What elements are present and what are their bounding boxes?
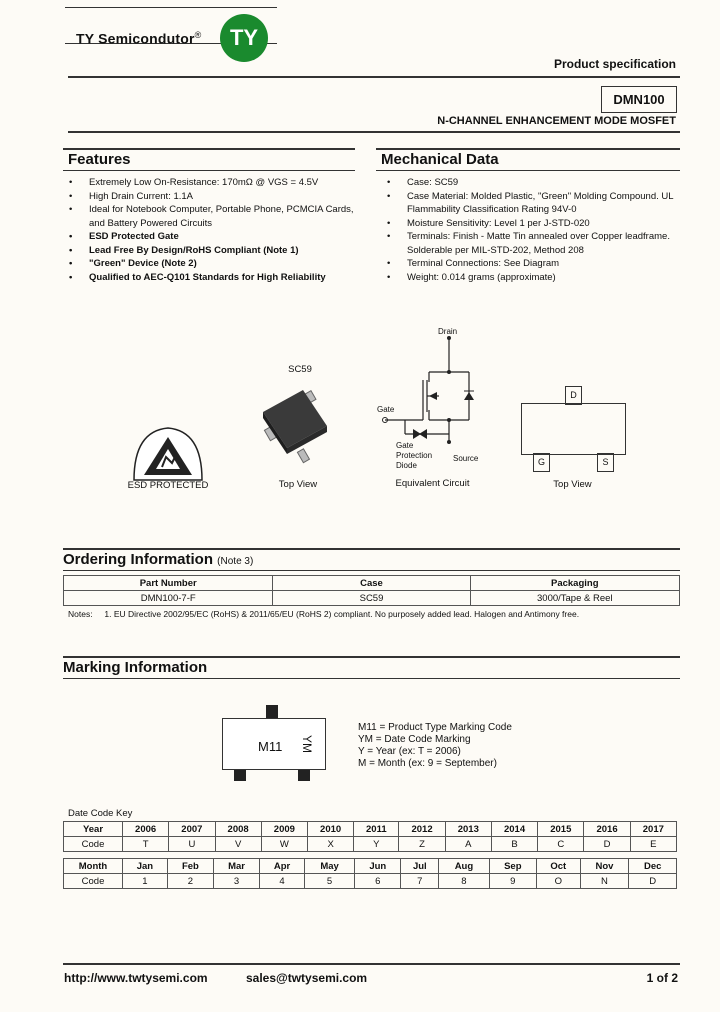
part-number: DMN100 [601,86,677,113]
pinout-caption: Top View [553,479,592,490]
month-code-table [63,858,677,889]
table-cell: Mar [213,859,259,874]
date-key-label: Date Code Key [68,808,133,819]
table-row [64,837,677,852]
table-cell: Jan [123,859,168,874]
table-cell: Jun [355,859,401,874]
table-row [64,822,677,837]
pin-g: G [533,453,550,472]
sc59-package-icon [255,378,335,468]
table-cell: C [538,837,584,852]
list-item: • Ideal for Notebook Computer, Portable Phone, PCMCIA Cards, and Battery Powered Circuits [67,203,357,230]
table-row [64,874,677,889]
table-cell: 3 [213,874,259,889]
chip-date-code: YM [300,735,314,753]
table-cell: 2015 [538,822,584,837]
list-item: • Lead Free By Design/RoHS Compliant (Note 1) [67,244,357,258]
ordering-table [63,575,680,606]
circuit-caption: Equivalent Circuit [395,478,470,489]
mechanical-title: Mechanical Data [381,151,499,168]
marking-title: Marking Information [63,659,208,676]
mechanical-list [385,176,680,284]
page-subtitle: N-CHANNEL ENHANCEMENT MODE MOSFET [437,115,676,127]
table-cell: 2010 [308,822,354,837]
table-cell: 1 [123,874,168,889]
table-cell: Month [64,859,123,874]
table-cell: 2016 [584,822,630,837]
brand-name: TY Semicondutor® [76,30,202,47]
table-cell: Y [354,837,399,852]
table-cell: 2017 [630,822,676,837]
table-cell: 2014 [491,822,537,837]
gate-protection-label: Gate Protection Diode [396,441,433,470]
table-cell: E [630,837,676,852]
table-cell: 8 [439,874,489,889]
list-item: • Extremely Low On-Resistance: 170mΩ @ VGS = 4.5V [67,176,357,190]
package-caption: Top View [278,479,318,490]
table-cell: May [304,859,354,874]
table-cell: Code [64,837,123,852]
list-item: • Terminal Connections: See Diagram [385,257,680,271]
table-cell: X [308,837,354,852]
table-cell: Feb [167,859,213,874]
table-cell: Jul [401,859,439,874]
marking-legend [358,722,512,770]
table-cell: Year [64,822,123,837]
table-cell: V [215,837,261,852]
table-cell: 2013 [445,822,491,837]
list-item: • "Green" Device (Note 2) [67,257,357,271]
table-cell: Z [399,837,445,852]
table-cell: 2 [167,874,213,889]
page-number: 1 of 2 [646,971,678,985]
table-cell: U [169,837,215,852]
table-cell: 4 [260,874,305,889]
table-cell: D [629,874,677,889]
table-cell: Dec [629,859,677,874]
pinout-body [521,403,626,455]
gate-label: Gate [377,405,395,414]
list-item: • High Drain Current: 1.1A [67,190,357,204]
legend-line: YM = Date Code Marking [358,734,471,745]
table-cell: 7 [401,874,439,889]
list-item: • Weight: 0.014 grams (approximate) [385,271,680,285]
legend-line: M = Month (ex: 9 = September) [358,758,497,769]
ordering-notes: Notes: 1. EU Directive 2002/95/EC (RoHS) & 2011/65/EU (RoHS 2) compliant. No purposely added lead. Halogen and Antimony free. [68,609,580,619]
chip-lead-top [266,705,278,719]
table-cell: Aug [439,859,489,874]
table-cell: Oct [537,859,580,874]
package-label: SC59 [288,364,312,375]
ordering-title: Ordering Information (Note 3) [63,551,254,568]
footer-email[interactable]: sales@twtysemi.com [246,971,368,985]
table-cell: 2009 [261,822,307,837]
list-item: • Moisture Sensitivity: Level 1 per J-STD-020 [385,217,680,231]
table-cell: T [123,837,169,852]
marking-chip [222,718,326,770]
ordering-header-row: Part Number Case Packaging [64,576,680,591]
legend-line: Y = Year (ex: T = 2006) [358,746,461,757]
brand-logo: TY [220,14,268,62]
table-cell: Nov [580,859,629,874]
table-cell: 5 [304,874,354,889]
table-row [64,859,677,874]
legend-line: M11 = Product Type Marking Code [358,722,512,733]
footer-url[interactable]: http://www.twtysemi.com [64,971,208,985]
table-row: DMN100-7-F SC59 3000/Tape & Reel [64,591,680,606]
table-cell: W [261,837,307,852]
table-cell: 2006 [123,822,169,837]
list-item: • Terminals: Finish - Matte Tin annealed over Copper leadframe. Solderable per MIL-STD-202, Method 208 [385,230,680,257]
source-label: Source [453,454,479,463]
year-code-table [63,821,677,852]
table-cell: 2012 [399,822,445,837]
table-cell: 6 [355,874,401,889]
list-item: • ESD Protected Gate [67,230,357,244]
table-cell: B [491,837,537,852]
esd-protected-icon [128,425,208,483]
table-cell: 2011 [354,822,399,837]
features-title: Features [68,151,131,168]
list-item: • Case: SC59 [385,176,680,190]
table-cell: A [445,837,491,852]
spec-label: Product specification [553,57,676,71]
list-item: • Qualified to AEC-Q101 Standards for High Reliability [67,271,357,285]
table-cell: Code [64,874,123,889]
table-cell: Apr [260,859,305,874]
table-cell: 2008 [215,822,261,837]
table-cell: Sep [489,859,537,874]
pin-s: S [597,453,614,472]
list-item: • Case Material: Molded Plastic, "Green" Molding Compound. UL Flammability Classification Rating 94V-0 [385,190,680,217]
table-cell: N [580,874,629,889]
pin-d: D [565,386,582,405]
chip-product-code: M11 [258,739,283,754]
table-cell: O [537,874,580,889]
esd-caption: ESD PROTECTED [127,480,209,491]
features-list [67,176,357,284]
table-cell: 9 [489,874,537,889]
table-cell: 2007 [169,822,215,837]
table-cell: D [584,837,630,852]
drain-label: Drain [438,327,458,336]
